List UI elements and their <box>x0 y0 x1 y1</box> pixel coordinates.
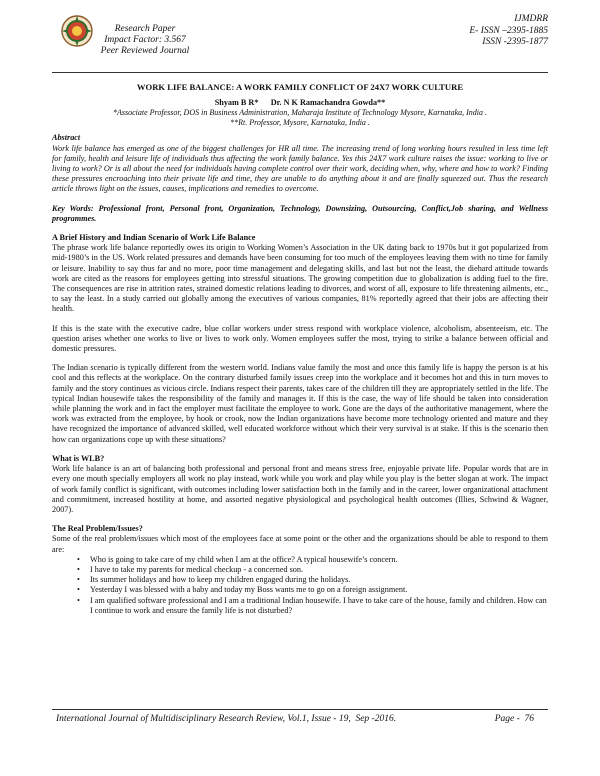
header-paper-type: Research Paper <box>114 24 176 34</box>
list-item: • I have to take my parents for medical checkup - a concerned son. <box>90 565 548 575</box>
section-heading-issues: The Real Problem/Issues? <box>52 524 143 534</box>
header-eissn: E- ISSN –2395-1885 <box>469 25 548 36</box>
header-journal-code: IJMDRR <box>514 14 548 24</box>
footer-divider <box>52 709 548 710</box>
footer <box>56 714 544 724</box>
list-item: • Yesterday I was blessed with a baby and today my Boss wants me to go on a foreign assignment. <box>90 585 548 595</box>
header-review-type: Peer Reviewed Journal <box>100 46 190 56</box>
journal-logo-icon <box>60 14 94 48</box>
section-heading-history: A Brief History and Indian Scenario of Work Life Balance <box>52 233 256 243</box>
article-body <box>52 78 548 616</box>
header-divider <box>52 72 548 73</box>
affiliation-2: **Rt. Professor, Mysore, Karnataka, India . <box>230 118 370 128</box>
list-item: • Who is going to take care of my child when I am at the office? A typical housewife’s concern. <box>90 555 548 565</box>
paragraph: If this is the state with the executive cadre, blue collar workers under stress respond with workplace violence, alcoholism, absenteeism, etc. The question arises whether one works to live or lives to work only. Women employees suffer the most, trying to strike a balance between official and domestic pressures. <box>52 323 548 354</box>
header-issn: ISSN -2395-1877 <box>482 37 548 47</box>
paragraph: The Indian scenario is typically different from the western world. Indians value family the most and once this family life is happy the person is at his cool and this reflects at the workplace. On the contrary disturbed family issues creep into the workplace and it becomes hot and this in turn moves to family and the story continues as vicious circle. Indians respect their parents, takes care of the children till they are appropriately settled in the life. The typical Indian housewife takes the responsibility of the family and manages it. If this is the case, the way of life should be taken into consideration while planning the work and in fact the employer must facilitate the employee to work. Gone are the days of the authoritative management, where the work was extracted from the employee, by hook or crook, now the Indian organizations have become more technology oriented and mature and they have recognized the importance of advanced skilled, well educated workforce without which their very survival is at stake. If this is the scenario then how can organizations cope up with these situations? <box>52 363 548 444</box>
paper-title: WORK LIFE BALANCE: A WORK FAMILY CONFLICT OF 24X7 WORK CULTURE <box>136 82 464 92</box>
paragraph: Work life balance is an art of balancing both professional and personal front and means stress free, enjoyable private life. Popular words that are in every one mouth specially employers all work no play instead, work while you work and play while you play is the better slogan at work. The impact of work family conflict is significant, with outcomes including lower satisfaction both in the family and in the career, lower organizational attachment and commitment, increased hostility at home, and assorted negative physiological and psychological health outcomes (Illies, Schwind & Wagner, 2007). <box>52 464 548 514</box>
page-number: Page - 76 <box>494 714 534 724</box>
paragraph: Some of the real problem/issues which most of the employees face at some point or the other and the organizations should be able to respond to them are: <box>52 534 548 554</box>
list-item: • Its summer holidays and how to keep my children engaged during the holidays. <box>90 575 548 585</box>
abstract-text: Work life balance has emerged as one of the biggest challenges for HR all time. The increasing trend of long working hours resulted in less time left for family, health and leisure life of individuals thus affecting the work family balance. Yes this 24X7 work culture raises the issue: working to live or living to work? Or is all about the need for individuals having complete control over their work, deciding when, why, where and how to work? Finding these pressures encroaching into their private life and time, they are unable to do anything about it and are finally squeezed out. Thus the research article throws light on the issues, causes, implications and remedies to overcome. <box>52 143 548 194</box>
affiliation-1: *Associate Professor, DOS in Business Administration, Maharaja Institute of Technology Mysore, Karnataka, India . <box>112 108 488 118</box>
paragraph: The phrase work life balance reportedly owes its origin to Working Women’s Association in the UK dating back to 1970s but it got popularized from mid-1980’s in the US. Work related pressures and demands have been consuming for too much of the employees leaving them with no time for family or leisure. Inability to say thus far and no more, poor time management and delegating skills, and last but not the least, the diehard attitude towards work are cited as the reasons for employees getting into stressful situations. The growing competition due to globalization is adding fuel to the fire. The consequences are rise in attrition rates, strained domestic relations leading to divorces, and worst of all, exposure to life threatening ailments, etc., to say the least. In a study carried out globally among the executives of various companies, 81% reportedly agreed that their jobs are affecting their health. <box>52 243 548 314</box>
abstract-heading: Abstract <box>52 133 81 143</box>
list-item: • I am qualified software professional and I am a traditional Indian housewife. I have to take care of the house, family and children. How can I continue to work and ensure the family life is not disturbed? <box>90 596 548 616</box>
footer-journal-citation: International Journal of Multidisciplinary Research Review, Vol.1, Issue - 19, Sep -2016. <box>56 714 397 724</box>
keywords: Key Words: Professional front, Personal front, Organization, Technology, Downsizing, Outsourcing, Conflict,Job sharing, and Wellness programmes. <box>52 203 548 223</box>
section-heading-wlb: What is WLB? <box>52 453 105 463</box>
header-impact-factor: Impact Factor: 3.567 <box>104 35 186 45</box>
header-right <box>469 14 548 49</box>
author-line: Shyam B R* Dr. N K Ramachandra Gowda** <box>214 98 386 108</box>
issues-list <box>52 555 548 616</box>
header-left <box>95 24 195 57</box>
